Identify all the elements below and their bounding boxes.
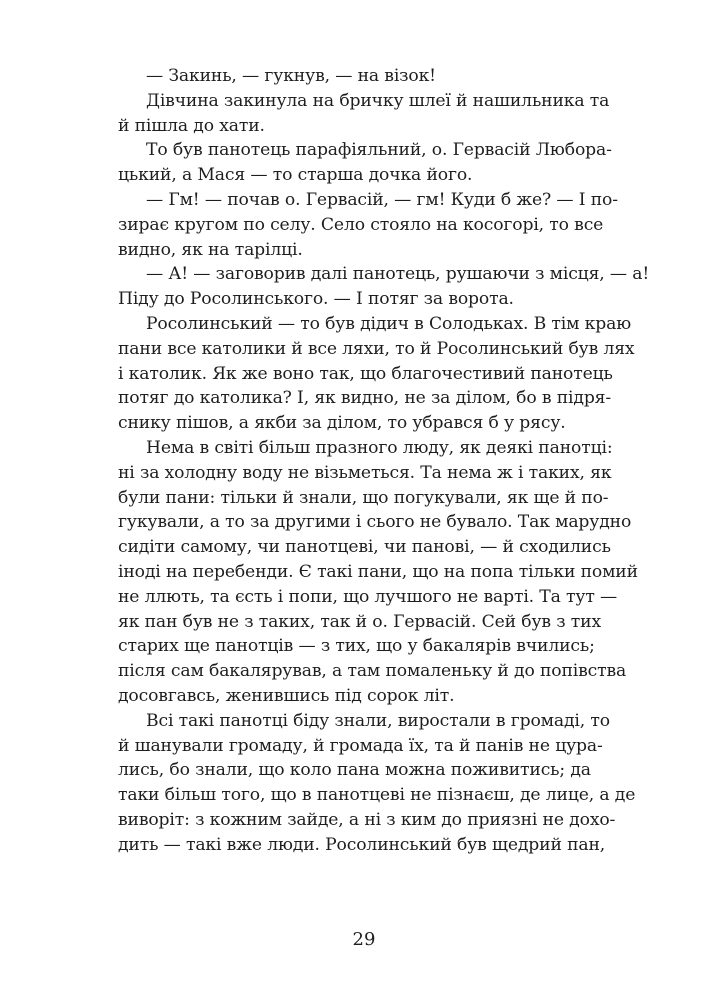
text-line: цький, а Мася — то старша дочка його. <box>118 165 473 186</box>
text-line: старих ще панотців — з тих, що у бакалярів вчились; <box>118 636 595 657</box>
text-line: таки більш того, що в панотцеві не пізнаєш, де лице, а де <box>118 785 636 806</box>
text-line: потяг до католика? І, як видно, не за ділом, бо в підря- <box>118 388 612 409</box>
text-line: виворіт: з кожним зайде, а ні з ким до приязні не дохо- <box>118 810 616 830</box>
text-line: були пани: тільки й знали, що погукували, як ще й по- <box>118 487 609 508</box>
text-line: — Гм! — почав о. Гервасій, — гм! Куди б же? — І по- <box>146 190 618 210</box>
text-line: гукували, а то за другими і сього не бувало. Так марудно <box>118 512 632 533</box>
text-line: як пан був не з таких, так й о. Гервасій. Сей був з тих <box>118 611 601 632</box>
text-line: — А! — заговорив далі панотець, рушаючи з місця, — а! <box>146 264 650 285</box>
text-line: сидіти самому, чи панотцеві, чи панові, — й сходились <box>118 537 611 558</box>
text-line: іноді на перебенди. Є такі пани, що на попа тільки помий <box>118 562 638 582</box>
text-line: й пішла до хати. <box>118 115 265 136</box>
text-line: лись, бо знали, що коло пана можна поживитись; да <box>118 760 591 781</box>
text-line: Росолинський — то був дідич в Солодьках. В тім краю <box>146 314 632 334</box>
text-line: — Закинь, — гукнув, — на візок! <box>146 66 436 86</box>
text-line: дить — такі вже люди. Росолинський був щедрий пан, <box>118 834 606 855</box>
text-line: не ллють, та єсть і попи, що лучшого не варті. Та тут — <box>118 586 618 607</box>
text-line: То був панотець парафіяльний, о. Гервасій Люборa- <box>146 140 612 161</box>
text-line: снику пішов, а якби за ділом, то убрався б у рясу. <box>118 413 566 434</box>
text-line: і католик. Як же воно так, що благочестивий панотець <box>118 363 613 384</box>
text-line: досовгавсь, женившись під сорок літ. <box>118 686 455 706</box>
text-line: Всі такі панотці біду знали, виростали в громаді, то <box>146 710 610 731</box>
text-line: ні за холодну воду не візьметься. Та нема ж і таких, як <box>118 462 612 483</box>
text-line: після сам бакалярував, а там помаленьку й до попівства <box>118 661 627 682</box>
text-line: видно, як на тарілці. <box>118 239 303 260</box>
page-number: 29 <box>352 929 376 950</box>
text-line: Піду до Росолинського. — І потяг за ворота. <box>118 289 514 310</box>
text-line: Дівчина закинула на бричку шлеї й нашильника та <box>146 90 610 111</box>
text-line: й шанували громаду, й громада їх, та й панів не цура- <box>118 735 603 756</box>
text-line: зирає кругом по селу. Село стояло на косогорі, то все <box>118 214 604 235</box>
text-line: Нема в світі більш празного люду, як деякі панотці: <box>146 438 613 458</box>
text-line: пани все католики й все ляхи, то й Росолинський був лях <box>118 338 635 359</box>
